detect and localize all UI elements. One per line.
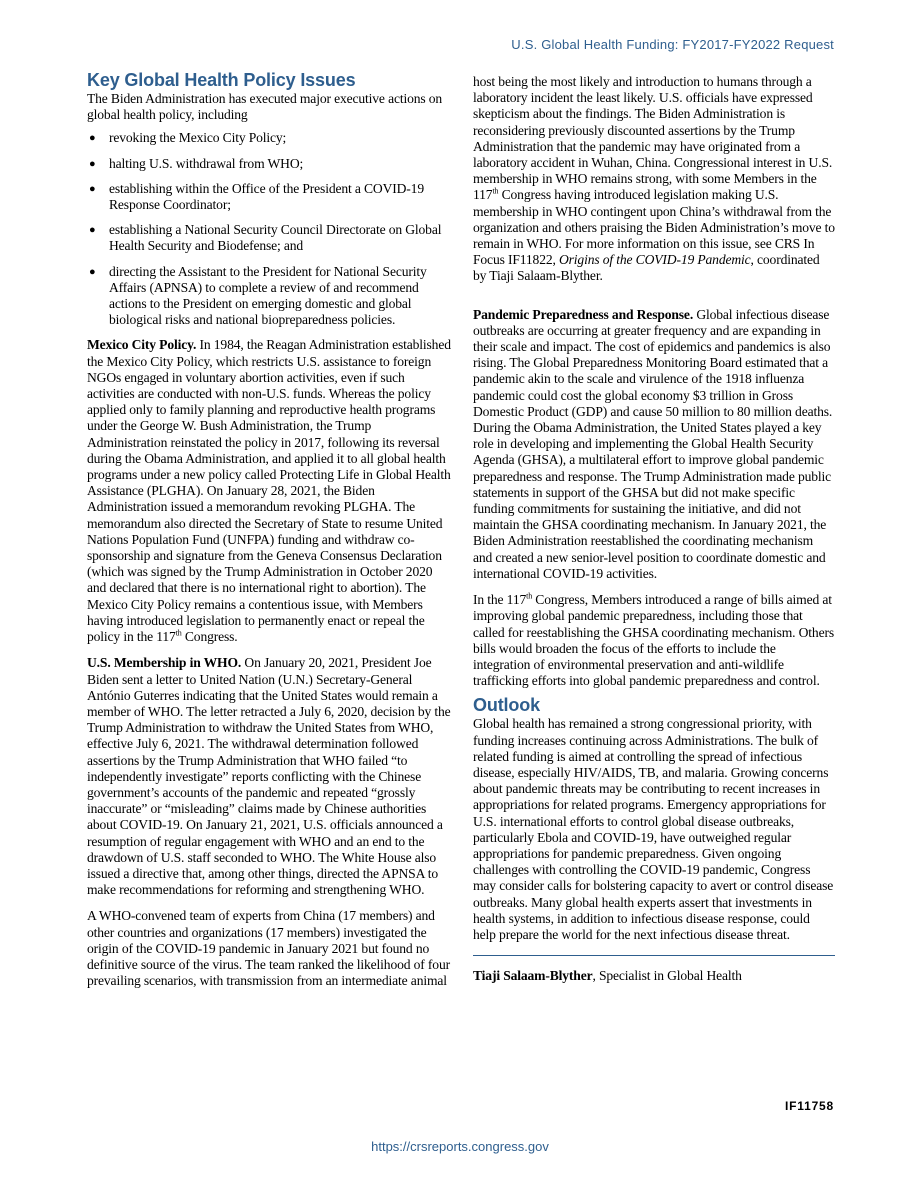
policy-intro: The Biden Administration has executed major executive actions on global health policy, including [87,91,443,123]
running-header: U.S. Global Health Funding: FY2017-FY2022 Request [511,37,834,52]
document-id: IF11758 [785,1099,834,1113]
author-role: , Specialist in Global Health [592,968,742,984]
mexico-city-policy-paragraph: Mexico City Policy. In 1984, the Reagan Administration established the Mexico City Policy, which restricts U.S. assistance to foreign NGOs engaged in voluntary abortion activities, even if such activities are conducted with non-U.S. funds. Whereas the policy applied only to family planning and reproductive health programs under the George W. Bush Administration, the Trump Administration reinstated the policy in 2017, following its reversal during the Obama Administration, and applied it to all global health programs under a new policy called Protecting Life in Global Health Assistance (PLGHA). On January 28, 2021, the Biden Administration issued a memorandum revoking PLGHA. The memorandum also directed the Secretary of State to resume United Nations Population Fund (UNFPA) funding and withdraw co-sponsorship and signature from the Geneva Consensus Declaration (which was signed by the Trump Administration in October 2020 and declared that there is no international right to abortion). The Mexico City Policy remains a contentious issue, with Members having introduced legislation to permanently enact or repeal the policy in the 117th Congress. [87,337,451,645]
list-item: ● establishing within the Office of the President a COVID-19 Response Coordinator; [89,180,424,213]
outlook-paragraph: Global health has remained a strong congressional priority, with funding increases continuing across Administrations. The bulk of related funding is aimed at controlling the spread of infectious disease, especially HIV/AIDS, TB, and malaria. Growing concerns about pandemic threats may be contributing to recent increases in appropriations for related programs. Emergency appropriations for U.S. international efforts to control global disease outbreaks, particularly Ebola and COVID-19, have outweighed regular appropriations for pandemic preparedness. Given ongoing challenges with controlling the COVID-19 pandemic, Congress may consider calls for bolstering capacity to avert or control disease outbreaks. Many global health experts assert that investments in health systems, in addition to infectious disease response, could help prepare the world for the next infectious disease threat. [473,716,834,942]
paragraph-lead: U.S. Membership in WHO. [87,655,242,671]
list-item: ● halting U.S. withdrawal from WHO; [89,155,304,171]
bullet-icon: ● [89,132,96,145]
list-item: ● revoking the Mexico City Policy; [89,130,287,146]
paragraph-lead: Mexico City Policy. [87,337,197,353]
bullet-icon: ● [89,265,96,278]
who-membership-paragraph: U.S. Membership in WHO. On January 20, 2021, President Joe Biden sent a letter to United Nation (U.N.) Secretary-General António Guterres indicating that the United States would remain a member of WHO. The letter retracted a July 6, 2020, decision by the Trump Administration to withdraw the United States from WHO, effective July 6, 2021. The withdrawal determination followed assertions by the Trump Administration that WHO failed “to independently investigate” reports conflicting with the Chinese government’s accounts of the pandemic and repeated “grossly inaccurate” or “misleading” claims made by Chinese authorities about COVID-19. On January 21, 2021, U.S. officials announced a resumption of regular engagement with WHO and an end to the drawdown of U.S. staff seconded to WHO. The White House also issued a directive that, among other things, directed the APNSA to make recommendations for reforming and strengthening WHO. [87,655,451,898]
author-name: Tiaji Salaam-Blyther [473,968,593,984]
author-line [473,955,835,984]
section-title-policy-issues: Key Global Health Policy Issues [87,70,356,90]
right-column [473,74,835,984]
pandemic-preparedness-paragraph: Pandemic Preparedness and Response. Global infectious disease outbreaks are occurring at greater frequency and are expanding in their scale and impact. The cost of epidemics and pandemics is also rising. The Global Preparedness Monitoring Board estimated that a pandemic akin to the scale and virulence of the 1918 influenza pandemic could cost the global economy $3 trillion in Gross Domestic Product (GDP) and cause 50 million to 80 million deaths. During the Obama Administration, the United States played a key role in developing and implementing the Global Health Security Agenda (GHSA), a multilateral effort to improve global pandemic preparedness and response. The Trump Administration made public statements in support of the GHSA but did not make specific funding commitments for sustaining the initiative, and did not maintain the GHSA coordinating mechanism. In January 2021, the Biden Administration reestablished the coordinating mechanism and created a new senior-level position to coordinate domestic and international COVID-19 activities. [473,306,833,581]
congress-bills-paragraph: In the 117th Congress, Members introduced a range of bills aimed at improving global pandemic preparedness, including those that called for reestablishing the GHSA coordinating mechanism. Others bills would broaden the focus of the efforts to include the integration of environmental preservation and anti-wildlife trafficking efforts into global pandemic preparedness and control. [473,591,834,689]
bullet-icon: ● [89,157,96,170]
covid-origin-paragraph-continued: host being the most likely and introduction to humans through a laboratory incident the least likely. U.S. officials have expressed skepticism about the findings. The Biden Administration is reconsidering previously discounted assertions by the Trump Administration that the pandemic may have originated from a laboratory accident in Wuhan, China. Congressional interest in U.S. membership in WHO remains strong, with some Members in the 117th Congress having introduced legislation making U.S. membership in WHO contingent upon China’s withdrawal from the organization and others praising the Biden Administration’s move to remain in WHO. For more information on this issue, see CRS In Focus IF11822, Origins of the COVID-19 Pandemic, coordinated by Tiaji Salaam-Blyther. [473,74,835,284]
footer-url-link[interactable]: https://crsreports.congress.gov [371,1139,549,1154]
list-item: ● directing the Assistant to the President for National Security Affairs (APNSA) to complete a review of and recommend actions to the President on emerging domestic and global biological risks and national biopreparedness policies. [89,263,427,328]
section-title-outlook: Outlook [473,695,540,716]
list-item: ● establishing a National Security Council Directorate on Global Health Security and Biodefense; and [89,222,442,254]
bullet-icon: ● [89,182,96,195]
covid-origin-paragraph: A WHO-convened team of experts from China (17 members) and other countries and organizations (17 members) investigated the origin of the COVID-19 pandemic in January 2021 but found no definitive source of the virus. The team ranked the likelihood of four prevailing scenarios, with transmission from an intermediate animal [87,908,450,989]
policy-actions-list [87,130,451,328]
bullet-icon: ● [89,224,96,237]
paragraph-lead: Pandemic Preparedness and Response. [473,306,694,322]
left-column [87,70,451,999]
crs-citation: Origins of the COVID-19 Pandemic [559,252,751,268]
